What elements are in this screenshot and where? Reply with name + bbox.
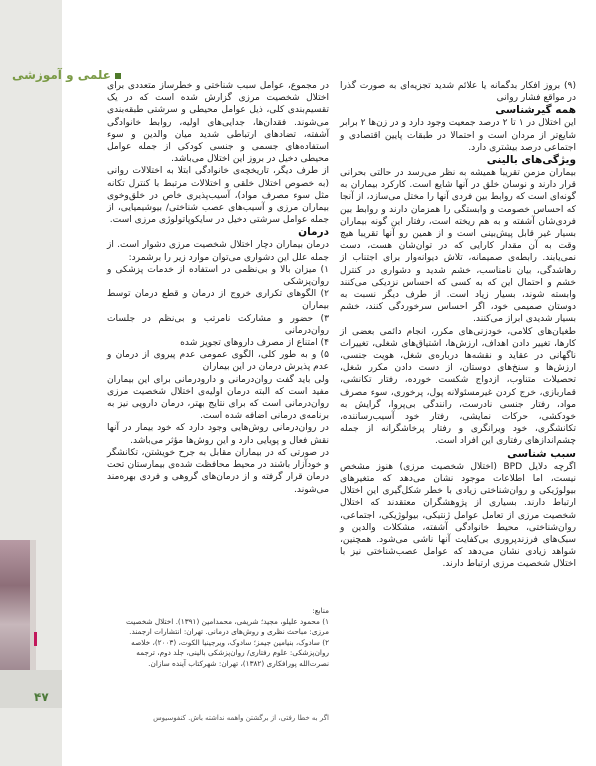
page-number-box	[0, 670, 62, 708]
references-heading: منابع:	[312, 606, 329, 615]
section-heading: سبب شناسی	[507, 447, 576, 460]
section-heading: همه گیرشناسی	[495, 104, 576, 117]
paragraph: (۹) بروز افکار بدگمانه یا علائم شدید تجزیه‌ای به صورت گذرا در مواقع فشار روانی	[340, 81, 576, 104]
paragraph: ۳) حضور و مشارکت نامرتب و بی‌نظم در جلسات روان‌درمانی	[107, 313, 329, 336]
magazine-cover-thumbnail	[0, 540, 30, 670]
paragraph: ۱) میزان بالا و بی‌نظمی در استفاده از خدمات پزشکی و روان‌پزشکی	[107, 264, 329, 288]
paragraph: از طرف دیگر، تاریخچه‌ی خانوادگی ابتلا به اختلالات روانی (به خصوص اختلال خلقی و اختلالات مرتبط با کنترل تکانه مثل سوء مصرف مواد)، آسیب‌پذیری خاص در خلق‌وخوی بیماران مرزی و آسیب‌های عصب شناختی/ بیوشیمیایی، از جمله عوامل سرشتی دخیل در سایکوپاتولوژی مرزی است.	[107, 166, 329, 226]
page-sidebar	[0, 0, 62, 766]
sidebar-pink-marker	[34, 632, 37, 646]
paragraph: ۵) و به طور کلی، الگوی عمومی عدم پیروی از درمان و عدم پذیرش درمان در این بیماران	[107, 350, 329, 373]
section-heading: درمان	[298, 226, 329, 239]
paragraph: ولی باید گفت روان‌درمانی و دارودرمانی برای این بیماران مفید است که البته درمان اولیه‌ی اختلال شخصیت مرزی روان‌درمانی است که برای نتایج بهتر، درمان دارویی نیز به برنامه‌ی درمانی اضافه شده است.	[107, 374, 329, 422]
paragraph: اگرچه دلایل BPD (اختلال شخصیت مرزی) هنوز مشخص نیست، اما اطلاعات موجود نشان می‌دهد که متغیرهای بیولوژیکی و روان‌شناختی زیادی با خطر شکل‌گیری این اختلال ارتباط دارند. بسیاری از پژوهشگران معتقدند که اختلال شخصیت مرزی از تعامل عوامل ژنتیکی، بیولوژیکی، اجتماعی، روان‌شناختی، محیط خانوادگی آشفته، مشکلات والدین و سبک‌های فرزندپروری بی‌کفایت آنها ناشی می‌شود. همچنین، شواهد زیادی نشان می‌دهد که عوامل عصب‌شناختی نیز با اختلال شخصیت مرزی ارتباط دارند.	[340, 461, 576, 570]
paragraph: در صورتی که در بیماران مقابل به جرح خویشتن، تکانشگر و خودآزار باشند در محیط محافظت شده‌ی بیمارستان تحت درمان قرار گرفته و از درمان‌های گروهی و فردی بهره‌مند می‌شوند.	[107, 447, 329, 495]
footer-quote: اگر به خطا رفتی، از برگشتن واهمه نداشته باش. کنفوسیوس	[153, 714, 329, 722]
reference-item: ۱) محمود علیلو، مجید؛ شریفی، محمدامین (۱۳۹۱). اختلال شخصیت مرزی: مباحث نظری و روش‌های درمانی. تهران: انتشارات ارجمند.	[126, 616, 329, 636]
paragraph: این اختلال در ۱ تا ۲ درصد جمعیت وجود دارد و در زن‌ها ۲ برابر شایع‌تر از مردان است و احتمالا در طبقات پایین اقتصادی و اجتماعی درصد بیشتری دارد.	[340, 118, 576, 153]
paragraph: در روان‌درمانی روش‌هایی وجود دارد که خود بیمار در آنها نقش فعال و پویایی دارد و این روش‌ها مؤثر می‌باشد.	[107, 423, 329, 446]
reference-item: ۲) سادوک، بنیامین جیمز؛ سادوک، ویرجینیا الکوت، (۲۰۰۳)، خلاصه روان‌پزشکی: علوم رفتاری/ روان‌پزشکی بالینی، جلد دوم، ترجمه نصرت‌الله پورافکاری (۱۳۸۲)، تهران: شهرکتاب آینده سازان.	[131, 637, 329, 668]
sidebar-accent-strip	[30, 540, 36, 670]
right-text-column	[340, 80, 576, 571]
section-tag-label: علمی و آموزشی	[11, 68, 111, 82]
paragraph: طغیان‌های کلامی، خودزنی‌های مکرر، انجام دائمی بعضی از کارها، تغییر دادن اهداف، ارزش‌ها، اشتیاق‌های شغلی، تغییرات ناگهانی در عقاید و نقشه‌ها درباره‌ی شغل، هویت جنسی، ارزش‌ها و سنخ‌های دوستان، از دست دادن مکرر شغل، تحصیلات متناوب، ازدواج شکست خورده، رفتار تکانشی، قماربازی، خرج کردن غیرمسئولانه پول، پرخوری، سوء مصرف مواد، رفتار جنسی نادرست، رانندگی بی‌پروا، گرایش به خودکشی، حرکات نمایشی، رفتار خود آسیب‌رساننده، تکانشگری، خود ویرانگری و رفتار پرخاشگرانه از جمله چشم‌اندازهای رفتاری این افراد است.	[340, 326, 576, 447]
paragraph: در مجموع، عوامل سبب شناختی و خطرساز متعددی برای اختلال شخصیت مرزی گزارش شده است که در یک تقسیم‌بندی کلی، ذیل عوامل محیطی و سرشتی طبقه‌بندی می‌شوند. فقدان‌ها، جدایی‌های اولیه، روابط خانوادگی آشفته، تضادهای ارتباطی شدید میان والدین و سوء استفاده‌های جسمی و جنسی کودکی از جمله عوامل محیطی دخیل در بروز این اختلال می‌باشد.	[107, 81, 329, 165]
page-number: ۴۷	[34, 690, 49, 704]
section-heading: ویژگی‌های بالینی	[486, 154, 576, 167]
paragraph: ۲) الگوهای تکراری خروج از درمان و قطع درمان توسط بیماران	[107, 289, 329, 312]
references	[107, 606, 329, 669]
section-bullet-icon	[115, 73, 121, 79]
paragraph: بیماران مزمن تقریبا همیشه به نظر می‌رسد در حالتی بحرانی قرار دارند و نوسان خلق در آنها شایع است. کارکرد بیماران به گونه‌ای است که روابط بین فردی آنها را مختل می‌سازد، از آنجا که احساس خصومت و وابستگی را همزمان دارند و روابط بین فردی‌شان آشفته و به هم ریخته است، رفتار این گونه بیماران بسیار غیر قابل پیش‌بینی است و از همین رو آنها تقریبا هیچ وقت به آن مقدار کارایی که در توان‌شان هست، دست نمی‌یابند. رابطه‌ی صمیمانه، تلاش دیوانه‌وار برای اجتناب از رهاشدگی، بیان نامناسب، خشم شدید و دشواری در کنترل خشم و احتمال این که به کسی که احساس نزدیکی می‌کنند وابسته شوند، بسیار زیاد است. از طرف دیگر نسبت به دوستان صمیمی خود، اگر احساس سرخوردگی کنند، خشم بسیار شدیدی ابراز می‌کنند.	[340, 168, 576, 325]
paragraph: درمان بیماران دچار اختلال شخصیت مرزی دشوار است. از جمله علل این دشواری می‌توان موارد زیر را برشمرد:	[107, 240, 329, 263]
left-text-column	[107, 80, 329, 496]
paragraph: ۴) امتناع از مصرف داروهای تجویز شده	[180, 338, 329, 349]
section-tag	[12, 68, 121, 82]
